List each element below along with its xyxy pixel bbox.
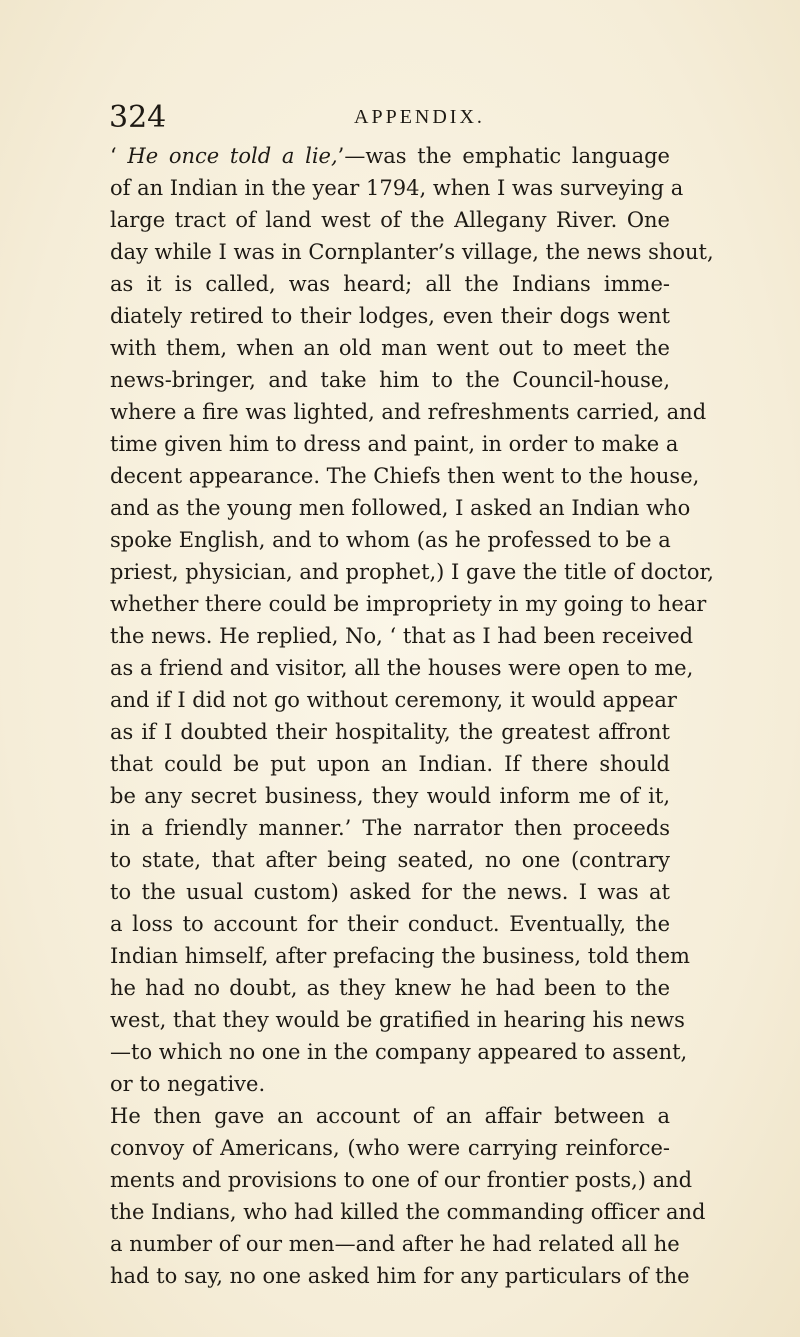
text-line: had to say, no one asked him for any particulars of the [110,1264,690,1288]
text-line: and if I did not go without ceremony, it would appear [110,688,677,712]
text-line: to state, that after being seated, no one (contrary [110,848,670,872]
running-head: APPENDIX. [354,106,485,128]
page-number: 324 [109,100,167,135]
text-line: to the usual custom) asked for the news. I was at [110,880,670,904]
text-line: diately retired to their lodges, even their dogs went [110,304,670,328]
text-line: that could be put upon an Indian. If there should [110,752,670,776]
text-line: convoy of Americans, (who were carrying reinforce- [110,1136,670,1160]
text-line: with them, when an old man went out to meet the [110,336,670,360]
first-line-rest: ’—was the emphatic language [337,144,670,168]
page-header [109,100,669,140]
text-line: decent appearance. The Chiefs then went to the house, [110,464,700,488]
text-line: of an Indian in the year 1794, when I was surveying a [110,176,684,200]
text-line: Indian himself, after prefacing the business, told them [110,944,690,968]
text-line: —to which no one in the company appeared to assent, [110,1040,688,1064]
text-line: He then gave an account of an affair between a [110,1104,670,1128]
text-line: the news. He replied, No, ‘ that as I had been received [110,624,694,648]
text-line: the Indians, who had killed the commanding officer and [110,1200,706,1224]
text-line: west, that they would be gratified in hearing his news [110,1008,685,1032]
text-line: or to negative. [110,1072,266,1096]
text-line: a number of our men—and after he had related all he [110,1232,680,1256]
text-line: in a friendly manner.’ The narrator then proceeds [110,816,670,840]
text-line: large tract of land west of the Allegany River. One [110,208,670,232]
text-line: where a fire was lighted, and refreshments carried, and [110,400,707,424]
text-line: as it is called, was heard; all the Indians imme- [110,272,670,296]
text-line: news-bringer, and take him to the Council-house, [110,368,670,392]
text-line: priest, physician, and prophet,) I gave the title of doctor, [110,560,714,584]
text-line: be any secret business, they would inform me of it, [110,784,670,808]
text-line: a loss to account for their conduct. Eventually, the [110,912,670,936]
text-line: time given him to dress and paint, in order to make a [110,432,679,456]
text-line-first [110,140,670,172]
body-text [110,140,714,1292]
text-line: whether there could be impropriety in my going to hear [110,592,707,616]
text-line: as if I doubted their hospitality, the greatest affront [110,720,670,744]
text-line: ments and provisions to one of our frontier posts,) and [110,1168,693,1192]
text-line: he had no doubt, as they knew he had been to the [110,976,670,1000]
italic-quote: He once told a lie, [127,144,338,168]
text-line: spoke English, and to whom (as he professed to be a [110,528,671,552]
text-line: as a friend and visitor, all the houses were open to me, [110,656,694,680]
text-line: day while I was in Cornplanter’s village, the news shout, [110,240,714,264]
text-line: and as the young men followed, I asked an Indian who [110,496,691,520]
opening-quote: ‘ [110,144,128,168]
